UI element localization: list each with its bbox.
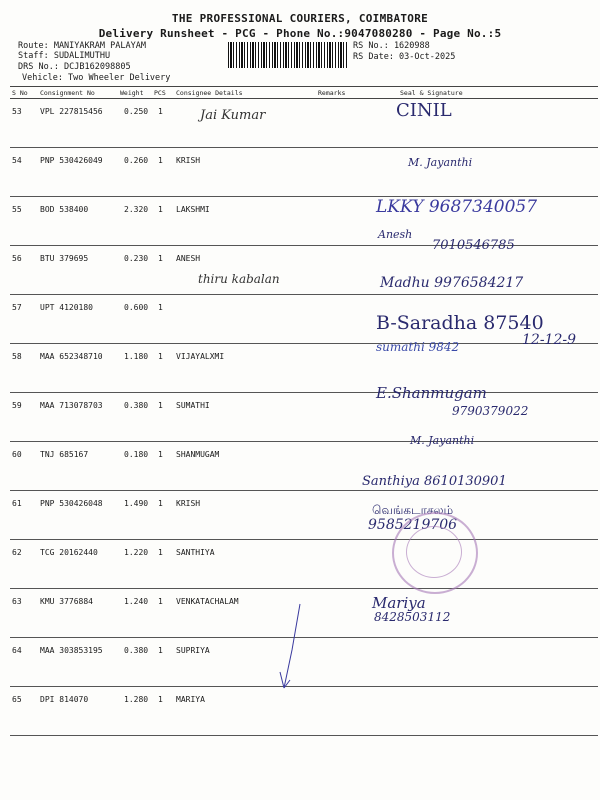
row-sno: 62 xyxy=(10,540,38,589)
runsheet-subtitle: Delivery Runsheet - PCG - Phone No.:9047080280 - Page No.:5 xyxy=(98,27,502,40)
row-weight: 1.490 xyxy=(118,491,152,540)
row-weight: 0.180 xyxy=(118,442,152,491)
row-sno: 57 xyxy=(10,295,38,344)
row-pcs: 1 xyxy=(152,246,174,295)
row-remarks xyxy=(316,99,360,148)
row-pcs: 1 xyxy=(152,540,174,589)
row-consignment-no: VPL 227815456 xyxy=(38,99,118,148)
row-consignment-no: PNP 530426048 xyxy=(38,491,118,540)
row-pcs: 1 xyxy=(152,295,174,344)
row-consignment-no: MAA 303853195 xyxy=(38,638,118,687)
row-pcs: 1 xyxy=(152,344,174,393)
row-consignment-no: TNJ 685167 xyxy=(38,442,118,491)
signature-53: CINIL xyxy=(396,100,452,121)
row-seal-signature xyxy=(360,148,598,197)
signature-55: LKKY 9687340057 xyxy=(376,197,538,217)
col-header-consignment: Consignment No xyxy=(38,87,118,99)
row-sno: 58 xyxy=(10,344,38,393)
row-weight: 0.230 xyxy=(118,246,152,295)
drs-number: DRS No.: DCJB162098805 xyxy=(18,62,131,72)
table-row xyxy=(10,99,598,148)
row-remarks xyxy=(316,540,360,589)
row-weight: 1.220 xyxy=(118,540,152,589)
staff-field: Staff: SUDALIMUTHU xyxy=(18,51,111,61)
row-consignee-name xyxy=(174,295,316,344)
row-consignment-no: PNP 530426049 xyxy=(38,148,118,197)
row-weight: 1.180 xyxy=(118,344,152,393)
row-remarks xyxy=(316,246,360,295)
row-consignee-name: KRISH xyxy=(174,491,316,540)
row-sno: 65 xyxy=(10,687,38,736)
signature-65-name: Mariya xyxy=(372,594,426,612)
row-seal-signature xyxy=(360,638,598,687)
row-pcs: 1 xyxy=(152,393,174,442)
row-remarks xyxy=(316,295,360,344)
row-sno: 64 xyxy=(10,638,38,687)
row-sno: 53 xyxy=(10,99,38,148)
row-remarks xyxy=(316,197,360,246)
barcode xyxy=(228,42,348,68)
table-row xyxy=(10,442,598,491)
col-header-signature: Seal & Signature xyxy=(360,87,598,99)
row-consignee-name: SHANMUGAM xyxy=(174,442,316,491)
company-seal-stamp xyxy=(392,512,478,594)
row-pcs: 1 xyxy=(152,99,174,148)
signature-62: Santhiya 8610130901 xyxy=(362,474,507,489)
row-consignment-no: UPT 4120180 xyxy=(38,295,118,344)
row-sno: 61 xyxy=(10,491,38,540)
signature-56-name: Anesh xyxy=(378,228,413,241)
row-remarks xyxy=(316,148,360,197)
signature-58-name: B-Saradha 87540 xyxy=(376,312,544,334)
row-pcs: 1 xyxy=(152,442,174,491)
row-pcs: 1 xyxy=(152,197,174,246)
row-sno: 56 xyxy=(10,246,38,295)
handwritten-consignee-57: thiru kabalan xyxy=(198,272,280,286)
signature-60-phone: 9790379022 xyxy=(452,404,529,418)
row-remarks xyxy=(316,687,360,736)
row-sno: 63 xyxy=(10,589,38,638)
row-consignment-no: MAA 713078703 xyxy=(38,393,118,442)
row-weight: 0.380 xyxy=(118,393,152,442)
table-row xyxy=(10,540,598,589)
row-pcs: 1 xyxy=(152,687,174,736)
row-consignee-name: KRISH xyxy=(174,148,316,197)
signature-65-phone: 8428503112 xyxy=(374,610,451,624)
row-seal-signature xyxy=(360,687,598,736)
handwritten-consignee-53: Jai Kumar xyxy=(200,108,266,123)
row-consignment-no: BTU 379695 xyxy=(38,246,118,295)
row-weight: 0.250 xyxy=(118,99,152,148)
row-remarks xyxy=(316,638,360,687)
rs-date: RS Date: 03-Oct-2025 xyxy=(353,52,456,62)
row-pcs: 1 xyxy=(152,638,174,687)
row-weight: 1.240 xyxy=(118,589,152,638)
table-row xyxy=(10,148,598,197)
row-weight: 2.320 xyxy=(118,197,152,246)
row-consignee-name: SUPRIYA xyxy=(174,638,316,687)
row-consignment-no: BOD 538400 xyxy=(38,197,118,246)
row-sno: 60 xyxy=(10,442,38,491)
row-weight: 0.260 xyxy=(118,148,152,197)
row-consignee-name: SANTHIYA xyxy=(174,540,316,589)
table-header-row xyxy=(10,87,598,99)
signature-54: M. Jayanthi xyxy=(408,156,473,169)
row-remarks xyxy=(316,393,360,442)
pen-scribble xyxy=(270,600,310,700)
row-consignment-no: TCG 20162440 xyxy=(38,540,118,589)
row-consignment-no: MAA 652348710 xyxy=(38,344,118,393)
signature-63-name: வெங்கடாசலம் xyxy=(372,503,454,517)
col-header-pcs: PCS xyxy=(152,87,174,99)
row-consignment-no: DPI 814070 xyxy=(38,687,118,736)
col-header-consignee: Consignee Details xyxy=(174,87,316,99)
col-header-sno: S No xyxy=(10,87,38,99)
row-sno: 55 xyxy=(10,197,38,246)
signature-61: M. Jayanthi xyxy=(410,434,475,447)
row-consignee-name: MARIYA xyxy=(174,687,316,736)
row-consignment-no: KMU 3776884 xyxy=(38,589,118,638)
row-sno: 54 xyxy=(10,148,38,197)
signature-56-phone: 7010546785 xyxy=(432,238,515,253)
row-consignee-name: VENKATACHALAM xyxy=(174,589,316,638)
row-remarks xyxy=(316,491,360,540)
row-consignee-name: VIJAYALXMI xyxy=(174,344,316,393)
signature-59: sumathi 9842 xyxy=(376,340,460,354)
row-consignee-name: SUMATHI xyxy=(174,393,316,442)
table-row xyxy=(10,491,598,540)
company-title: THE PROFESSIONAL COURIERS, COIMBATORE xyxy=(171,12,429,25)
row-sno: 59 xyxy=(10,393,38,442)
row-remarks xyxy=(316,344,360,393)
row-consignee-name: LAKSHMI xyxy=(174,197,316,246)
table-row xyxy=(10,344,598,393)
row-remarks xyxy=(316,442,360,491)
signature-63-phone: 9585219706 xyxy=(368,517,458,533)
route-field: Route: MANIYAKRAM PALAYAM xyxy=(18,41,146,51)
rs-number: RS No.: 1620988 xyxy=(353,41,430,51)
row-weight: 0.380 xyxy=(118,638,152,687)
row-weight: 1.280 xyxy=(118,687,152,736)
row-weight: 0.600 xyxy=(118,295,152,344)
col-header-remarks: Remarks xyxy=(316,87,360,99)
row-remarks xyxy=(316,589,360,638)
signature-57: Madhu 9976584217 xyxy=(380,275,524,291)
row-pcs: 1 xyxy=(152,148,174,197)
row-pcs: 1 xyxy=(152,491,174,540)
row-consignee-name xyxy=(174,99,316,148)
signature-58-date: 12-12-9 xyxy=(522,332,576,348)
col-header-weight: Weight xyxy=(118,87,152,99)
vehicle-field: Vehicle: Two Wheeler Delivery xyxy=(22,73,171,83)
row-pcs: 1 xyxy=(152,589,174,638)
row-consignee-name: ANESH xyxy=(174,246,316,295)
signature-60-name: E.Shanmugam xyxy=(376,384,487,402)
